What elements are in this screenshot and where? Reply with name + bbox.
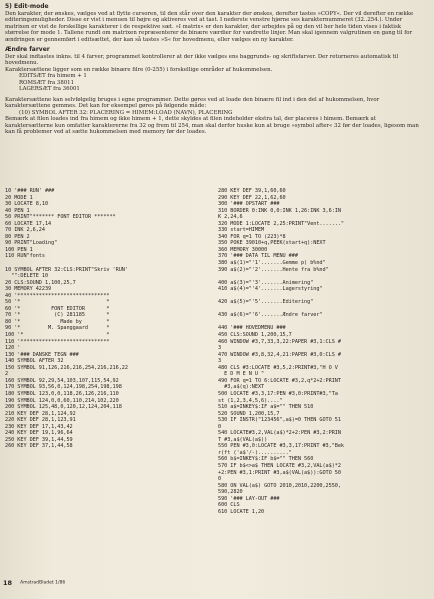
code-line: 440 '### HOVEDMENU ### [218,325,286,332]
program-listing-right [218,188,430,515]
code-line: 80 '* Made by * [5,318,110,325]
code-line: 180 SYMBOL 123,0,0,118,26,126,216,110 [5,390,119,397]
section-heading-colors: Ændre farver [5,46,50,53]
code-line: 430 a$(6)="'6'.......Ændre farver" [218,312,323,319]
code-line: 90 '* M. Spanggaard * [5,325,110,332]
code-line: +2:PEN #3,1:PRINT #3,a$(VAL(a$)):GOTO 50 [218,469,341,476]
paragraph-edit-mode: Den karakter, der ønskes, vælges ved at flytte cursoren, til den står over den karakter der ønskes, derefter tastes »COPY«. Der vil derefter en række editeringsmuligheder. Disse er vist i menuen til højre og aktiveres ved at tast. I nederste venstre hjørne ses karakternummeret (32..254.). Under matrixen er vist de forskellige karakterer i de respektive sæt. »I matrix« er den karakter, der arbejdes på og den vil her hele tiden vises i faktisk størrelse for mode 1. Tallene rundt om matrixen repræsenterer de binære værdier for vandrette linjer. Man skal igennem valgrutinen en gang til for ændringen er gennemført i editsættet, der kan så tastes »S« for hovedmenu, eller vælges en ny karakter. [5,10,414,43]
code-line: 170 SYMBOL 93,56,0,124,198,254,198,198 [5,384,122,391]
code-line: 80 PEN 2 [5,233,30,240]
code-line: 10 '### RUN' ### [5,188,55,194]
code-line: 310 BORDER 0:INK 0,0:INK 1,26:INK 3,6:IN [218,207,341,214]
code-line: 260 KEY DEF 37,1,44,58 [5,443,73,450]
code-line: 590 '### LAY-OUT ### [218,495,280,502]
code-line: 400 a$(3)="'3'.......Animering" [218,279,314,286]
code-line: 120 ' [5,345,21,352]
code-line: 0 [218,423,222,430]
code-line: 20 MODE 1 [5,194,33,201]
code-line: 560 b$=INKEY$:IF b$="" THEN 560 [218,456,314,463]
paragraph-colors: Der skal indtastes inkns. til 4 farver, programmet kontrollerer at der ikke vælges ens baggrunds- og skriftsfarver. Der returneres automatisk til hovedmenu. [5,53,399,66]
code-line: 460 WINDOW #3,7,33,3,22:PAPER #3,1:CLS # [218,338,341,345]
code-line: 240 KEY DEF 19,1,96,64 [5,430,73,437]
code-line: 30 MEMORY 42239 [5,286,52,293]
code-line: 320 MODE 1:LOCATE 2,25:PRINT"Vent......." [218,220,344,227]
code-line: 570 IF b$<>a$ THEN LOCATE #3,2,VAL(a$)*2 [218,462,341,469]
code-line: 550 PEN #3,0:LOCATE #3,3,17:PRINT #3,"Bek [218,443,344,450]
code-line: "":DELETE 10 [5,273,49,280]
paragraph-charsets-lead: Karaktersættene ligger som en række binære filre (0-255) i forskellige områder af hukommelsen. [5,66,273,73]
code-line: 90 PRINT"Loading" [5,240,58,247]
code-line: 70 '* (C) 281185 * [5,312,110,319]
code-line: st (1,2,3,4,5,6)...." [218,397,283,404]
code-line: 610 LOCATE 1,20 [218,508,265,515]
code-line: 40 PEN 1 [5,207,30,214]
code-line: 520 SOUND 1,200,15,7 [218,410,280,417]
code-line: 210 KEY DEF 28,1,124,92 [5,410,76,417]
code-line: 410 a$(4)="'4'.......Lagerstyring" [218,286,323,293]
article-text [5,4,425,136]
code-line: 0 [218,476,222,483]
code-line: 590,2820 [218,489,243,496]
code-line: 140 SYMBOL AFTER 32 [5,358,64,365]
section-heading-edit-mode: 5) Edit-mode [5,3,49,10]
code-line: 530 IF INSTR("123456",a$)=0 THEN GOTO 51 [218,417,341,424]
charset-file-editsaet: EDITSÆT fra himem + 1 [19,73,87,79]
code-line: 40 '****************************** [5,292,110,299]
program-listing-left [5,188,213,450]
code-line: 480 CLS #3:LOCATE #3,5,2:PRINT#3,"H O V [218,364,338,371]
code-line: 280 KEY DEF 39,1,60,60 [218,188,286,194]
code-line: 450 CLS:SOUND 1,200,15,7 [218,332,292,339]
code-line: 50 '* * [5,299,110,306]
code-line: 100 PEN 1 [5,246,33,253]
code-line: 50 PRINT"******* FONT EDITOR ******* [5,214,116,221]
code-line: 20 CLS:SOUND 1,100,25,7 [5,279,76,286]
code-line: 490 FOR q=1 TO 6:LOCATE #3,2,q*2+2:PRINT [218,377,341,384]
code-line: 500 LOCATE #3,3,17:PEN #3,0:PRINT#3,"Ta [218,390,338,397]
code-line: 510 a$=INKEY$:IF a$="" THEN 510 [218,404,314,411]
code-line: 3 [218,358,222,365]
page-footer [3,579,65,587]
code-line: 10 SYMBOL AFTER 32:CLS:PRINT"Skriv 'RUN' [5,266,128,273]
code-line: 230 KEY DEF 17,1,43,42 [5,423,73,430]
code-line: 30 LOCATE 8,10 [5,201,49,208]
code-line: K 2,24,6 [218,214,243,221]
code-line: 370 '### DATA TIL MENU ### [218,253,298,260]
paragraph-load-note: Bemærk at filen loades ind fra himem og ikke himem + 1, dette skyldes at filen indeholder ekstra tal, der placeres i himem. Bemærk at karaktersætterne kun omfatter karaktererne fra 32 og frem til 254, man skal derfor huske kun at bruge »symbol after« 32 før der loades, ligesom man kan få problemer ved at sætte hukommelsen med memory før der loades. [5,116,419,135]
code-line: r(ft ('a$'/-).........." [218,449,292,456]
page-number: 18 [3,579,13,587]
charset-file-lagersaet: LAGERSÆT fra 36001 [19,86,80,92]
paragraph-loading: Karaktersættene kan selvfølgelig bruges i egne programmer. Dette gøres ved at loade den binære fil ind i den del af hukommelsen, hvor karaktersættene gemmes. Det kan for eksempel gøres på følgende måde: [5,96,380,109]
code-line: 60 LOCATE 17,14 [5,220,52,227]
code-line: 540 LOCATE#3,2,VAL(a$)*2+2:PEN #3,2:PRIN [218,430,341,437]
code-line: 2 [5,371,9,378]
code-line: 340 FOR q=1 TO (223)*8 [218,233,286,240]
code-line: 110 RUN"fonts [5,253,45,260]
code-line: 250 KEY DEF 39,1,44,59 [5,436,73,443]
code-line: 190 SYMBOL 124,0,0,60,110,214,102,220 [5,397,119,404]
code-line: 580 ON VAL(a$) GOTO 2010,2010,2200,2550, [218,482,341,489]
code-line: T #3,a$(VAL(a$)) [218,436,268,443]
code-line: 130 '### DANSKE TEGN ### [5,351,79,358]
magazine-name: AmstradBladet 1/86 [20,580,66,586]
code-line: 390 a$(2)="'2'.......Hente fra b%nd" [218,266,329,273]
code-line: 3 [218,345,222,352]
code-line: 150 SYMBOL 91,126,216,216,254,216,216,22 [5,364,128,371]
code-line: 420 a$(5)="'5'.......Editering" [218,299,314,306]
load-example: (10) SYMBOL AFTER 32: PLACERING = HIMEM:LOAD (NAVN), PLACERING [19,109,233,116]
code-line: 110 '***************************** [5,338,110,345]
charset-file-romsaet: ROMSÆT fra 38011 [19,79,75,86]
code-line: #3,a$(q):NEXT [218,384,265,391]
code-line: E D M E N U " [218,371,265,378]
code-line: 360 MEMORY 30000 [218,246,268,253]
code-line: 200 SYMBOL 125,48,0,120,12,124,204,118 [5,404,122,411]
code-line: 330 start=HIMEM [218,227,265,234]
code-line: 600 CLS [218,502,240,509]
code-line: 470 WINDOW #3,8,32,4,21:PAPER #3,0:CLS # [218,351,341,358]
code-line: 350 POKE 39010+q,PEEK(start+q):NEXT [218,240,326,247]
code-line: 100 '* * [5,332,110,339]
code-line: 300 '### OPSTART ### [218,201,280,208]
code-line: 60 '* FONT EDITOR * [5,305,110,312]
code-line: 70 INK 2,6,24 [5,227,45,234]
code-line: 160 SYMBOL 92,29,54,103,107,115,54,92 [5,377,119,384]
code-line: 290 KEY DEF 22,1,62,60 [218,194,286,201]
code-line: 380 a$(1)="'1'.......Gemme p) b%nd" [218,260,326,267]
code-line: 220 KEY DEF 28,1,123,91 [5,417,76,424]
